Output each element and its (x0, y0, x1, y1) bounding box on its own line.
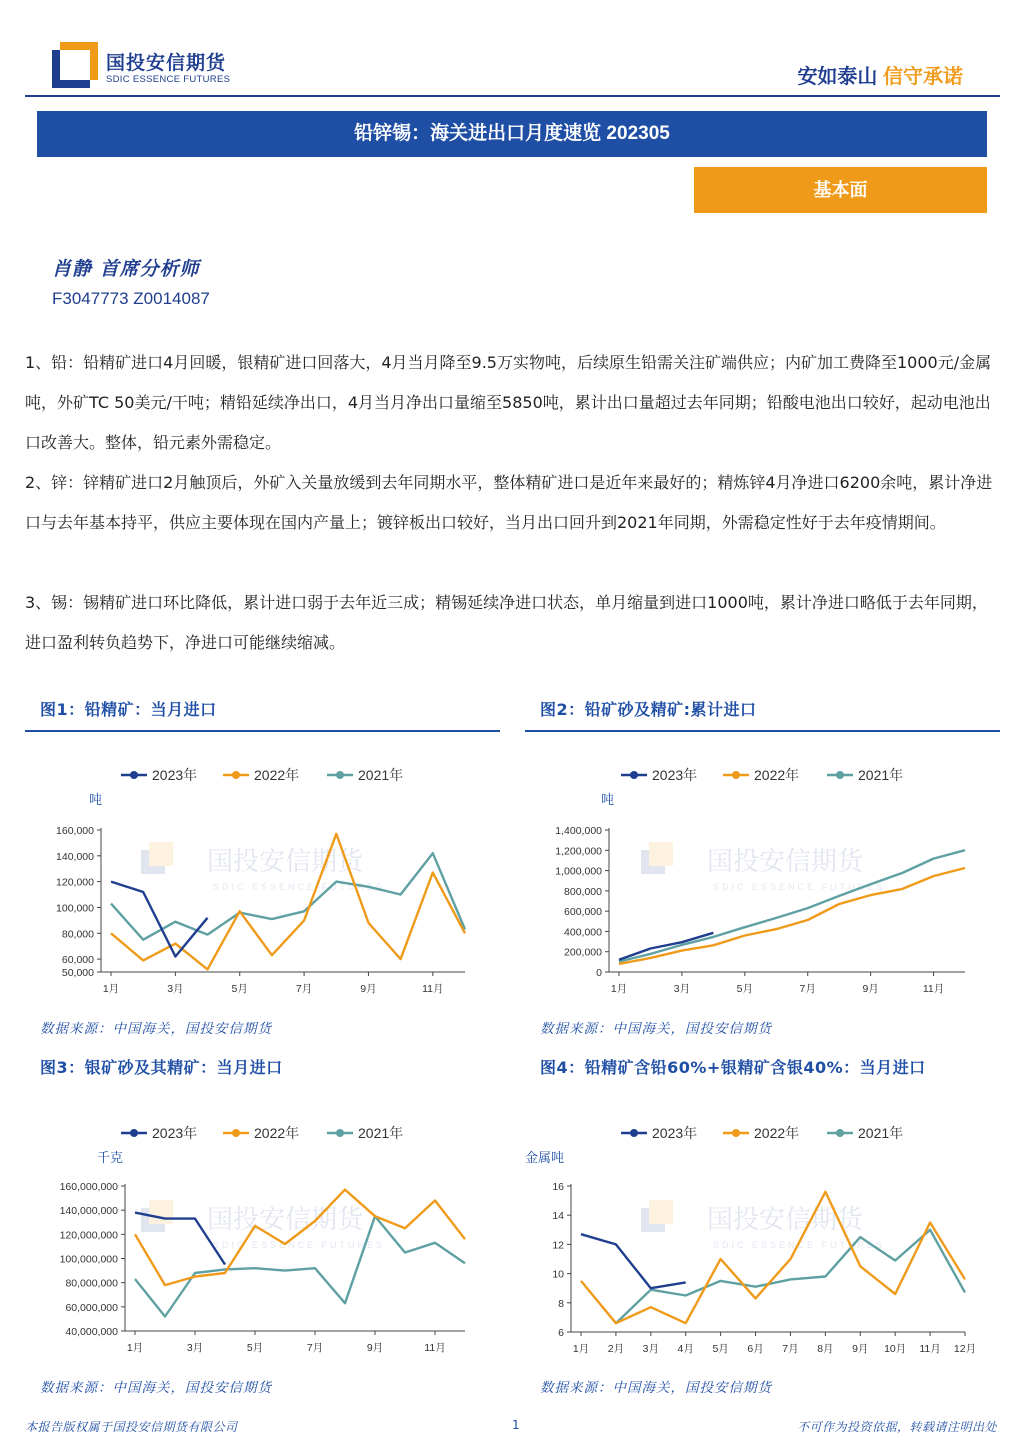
y-tick-label: 160,000 (56, 825, 94, 837)
y-tick-label: 200,000 (564, 946, 602, 959)
x-tick-label: 3月 (167, 983, 184, 995)
legend-label: 2023年 (152, 1125, 198, 1141)
legend-marker (836, 1129, 844, 1137)
y-tick-label: 16 (552, 1181, 564, 1193)
header-divider (25, 95, 1000, 97)
x-tick-label: 3月 (186, 1342, 204, 1354)
company-name-en: SDIC ESSENCE FUTURES (106, 74, 231, 85)
legend-marker (130, 771, 138, 779)
analyst-license-ids: F3047773 Z0014087 (52, 289, 210, 308)
series-line-2023 (581, 1234, 686, 1288)
figure-4-title: 图4：铅精矿含铅60%+银精矿含银40%：当月进口 (540, 1058, 926, 1077)
chart-legend (621, 767, 903, 783)
legend-label: 2021年 (858, 767, 904, 783)
legend-label: 2023年 (652, 1125, 698, 1141)
watermark (141, 1200, 385, 1250)
figure-2-rule (525, 730, 1000, 732)
x-tick-label: 2月 (607, 1343, 625, 1355)
y-tick-label: 600,000 (564, 906, 602, 919)
legend-marker (232, 771, 240, 779)
x-tick-label: 12月 (953, 1343, 977, 1355)
legend-marker (336, 771, 344, 779)
legend-item-2021 (827, 1125, 903, 1141)
x-tick-label: 8月 (817, 1343, 834, 1355)
chart-legend (121, 1125, 403, 1141)
y-tick-label: 8 (558, 1297, 564, 1310)
figure-4-source: 数据来源：中国海关，国投安信期货 (540, 1380, 772, 1396)
figure-2-title: 图2：铅矿砂及精矿:累计进口 (540, 700, 757, 719)
x-tick-label: 5月 (736, 983, 753, 995)
x-tick-label: 5月 (231, 983, 248, 995)
legend-label: 2023年 (152, 767, 198, 783)
x-tick-label: 11月 (922, 983, 945, 995)
chart-lead-ore-cumulative (525, 740, 1000, 1010)
x-tick-label: 3月 (642, 1343, 659, 1355)
x-tick-label: 1月 (610, 983, 628, 995)
y-tick-label: 120,000,000 (59, 1229, 118, 1242)
x-tick-label: 11月 (422, 983, 444, 995)
x-tick-label: 7月 (782, 1343, 799, 1355)
chart-metal-content-monthly (525, 1098, 1000, 1368)
x-tick-label: 4月 (677, 1343, 694, 1355)
legend-label: 2021年 (358, 767, 404, 783)
x-tick-label: 6月 (747, 1343, 764, 1355)
legend-label: 2022年 (254, 767, 300, 783)
y-tick-label: 60,000 (61, 954, 94, 967)
legend-label: 2022年 (254, 1125, 300, 1141)
x-tick-label: 9月 (360, 983, 377, 995)
y-tick-label: 100,000,000 (59, 1253, 118, 1266)
chart-legend (121, 767, 403, 783)
legend-label: 2021年 (358, 1125, 404, 1141)
y-unit-label: 千克 (97, 1150, 124, 1165)
watermark-en: SDIC ESSENCE FUTURES (713, 1240, 886, 1250)
slogan-part1: 安如泰山 (797, 66, 878, 88)
y-tick-label: 100,000 (56, 902, 94, 915)
y-tick-label: 400,000 (564, 926, 602, 939)
legend-label: 2023年 (652, 767, 698, 783)
x-tick-label: 9月 (366, 1342, 384, 1354)
y-unit-label: 吨 (89, 792, 103, 807)
watermark-en: SDIC ESSENCE FUTURES (213, 1240, 386, 1250)
figure-1-title: 图1：铅精矿：当月进口 (40, 700, 217, 719)
y-tick-label: 1,400,000 (555, 825, 602, 837)
legend-marker (630, 771, 638, 779)
y-tick-label: 6 (558, 1327, 564, 1339)
legend-label: 2022年 (754, 767, 800, 783)
y-tick-label: 50,000 (61, 967, 94, 979)
x-tick-label: 1月 (102, 983, 120, 995)
chart-silver-ore-monthly (25, 1098, 500, 1368)
watermark-cn: 国投安信期货 (207, 1204, 364, 1234)
chart-legend (621, 1125, 903, 1141)
figure-1-source: 数据来源：中国海关，国投安信期货 (40, 1021, 272, 1037)
legend-marker (732, 771, 740, 779)
series-line-2023 (619, 933, 713, 960)
legend-marker (130, 1129, 138, 1137)
legend-label: 2022年 (754, 1125, 800, 1141)
watermark-en: SDIC ESSENCE FUTURES (713, 882, 886, 892)
x-tick-label: 7月 (799, 983, 816, 995)
page-number: 1 (512, 1418, 520, 1432)
legend-marker (630, 1129, 638, 1137)
x-tick-label: 7月 (306, 1342, 324, 1354)
x-tick-label: 11月 (424, 1342, 446, 1354)
legend-item-2022 (223, 767, 299, 783)
slogan (797, 60, 963, 89)
x-tick-label: 9月 (852, 1343, 869, 1355)
x-tick-label: 10月 (884, 1343, 907, 1355)
y-unit-label: 吨 (601, 792, 615, 807)
legend-item-2022 (723, 1125, 799, 1141)
figure-3-source: 数据来源：中国海关，国投安信期货 (40, 1380, 272, 1396)
category-tag: 基本面 (694, 167, 987, 213)
x-tick-label: 11月 (919, 1343, 941, 1355)
figure-2-source: 数据来源：中国海关，国投安信期货 (540, 1021, 772, 1037)
y-tick-label: 14 (552, 1210, 564, 1223)
x-tick-label: 3月 (673, 983, 691, 995)
watermark-en: SDIC ESSENCE FUTURES (213, 882, 386, 892)
x-tick-label: 1月 (126, 1342, 144, 1354)
y-unit-label: 金属吨 (525, 1150, 565, 1165)
legend-item-2022 (223, 1125, 299, 1141)
legend-item-2021 (327, 1125, 403, 1141)
report-title: 铅锌锡：海关进出口月度速览 202305 (37, 111, 987, 157)
summary-paragraph-tin: 3、锡：锡精矿进口环比降低，累计进口弱于去年近三成；精锡延续净进口状态，单月缩量到进口1000吨，累计净进口略低于去年同期，进口盈利转负趋势下，净进口可能继续缩减。 (25, 593, 988, 652)
legend-item-2023 (121, 1125, 197, 1141)
y-tick-label: 1,200,000 (555, 845, 602, 858)
summary-paragraph-lead: 1、铅：铅精矿进口4月回暖，银精矿进口回落大，4月当月降至9.5万实物吨，后续原生铅需关注矿端供应；内矿加工费降至1000元/金属吨，外矿TC 50美元/干吨；精铅延续净出口，4月当月净出口量缩至5850吨，累计出口量超过去年同期；铅酸电池出口较好，起动电池出口改善大。整体，铅元素外需稳定。 (25, 353, 992, 452)
watermark (641, 842, 885, 892)
watermark-cn: 国投安信期货 (207, 846, 364, 876)
y-tick-label: 40,000,000 (65, 1326, 118, 1338)
legend-marker (336, 1129, 344, 1137)
x-tick-label: 9月 (862, 983, 879, 995)
x-tick-label: 5月 (246, 1342, 264, 1354)
legend-item-2021 (327, 767, 403, 783)
company-name-cn: 国投安信期货 (106, 53, 227, 74)
x-tick-label: 1月 (572, 1343, 590, 1355)
legend-item-2022 (723, 767, 799, 783)
legend-item-2023 (121, 767, 197, 783)
chart-lead-concentrate-monthly (25, 740, 500, 1010)
company-logo-icon (52, 42, 98, 88)
legend-marker (232, 1129, 240, 1137)
y-tick-label: 80,000,000 (65, 1277, 118, 1290)
legend-label: 2021年 (858, 1125, 904, 1141)
y-tick-label: 80,000 (61, 928, 94, 941)
legend-item-2023 (621, 1125, 697, 1141)
legend-marker (836, 771, 844, 779)
x-tick-label: 5月 (712, 1343, 729, 1355)
figure-3-title: 图3：银矿砂及其精矿：当月进口 (40, 1058, 283, 1077)
watermark-cn: 国投安信期货 (707, 846, 864, 876)
legend-item-2021 (827, 767, 903, 783)
summary-paragraph-zinc: 2、锌：锌精矿进口2月触顶后，外矿入关量放缓到去年同期水平，整体精矿进口是近年来最好的；精炼锌4月净进口6200余吨，累计净进口与去年基本持平，供应主要体现在国内产量上；镀锌板出口较好，当月出口回升到2021年同期，外需稳定性好于去年疫情期间。 (25, 473, 993, 532)
slogan-part2: 信守承诺 (883, 66, 963, 88)
footer-copyright: 本报告版权属于国投安信期货有限公司 (25, 1420, 238, 1434)
legend-item-2023 (621, 767, 697, 783)
y-tick-label: 800,000 (564, 885, 602, 898)
figure-1-rule (25, 730, 500, 732)
y-tick-label: 0 (596, 967, 602, 979)
y-tick-label: 12 (552, 1239, 564, 1252)
y-tick-label: 120,000 (56, 876, 94, 889)
y-tick-label: 60,000,000 (65, 1301, 118, 1314)
y-tick-label: 160,000,000 (59, 1181, 118, 1193)
footer-disclaimer: 不可作为投资依据，转载请注明出处 (796, 1420, 997, 1434)
x-tick-label: 7月 (295, 983, 313, 995)
y-tick-label: 1,000,000 (555, 865, 602, 878)
y-tick-label: 140,000 (56, 850, 94, 863)
legend-marker (732, 1129, 740, 1137)
y-tick-label: 140,000,000 (59, 1205, 118, 1218)
y-tick-label: 10 (552, 1268, 564, 1281)
analyst-name: 肖静 首席分析师 (52, 258, 200, 280)
watermark-cn: 国投安信期货 (707, 1204, 864, 1234)
